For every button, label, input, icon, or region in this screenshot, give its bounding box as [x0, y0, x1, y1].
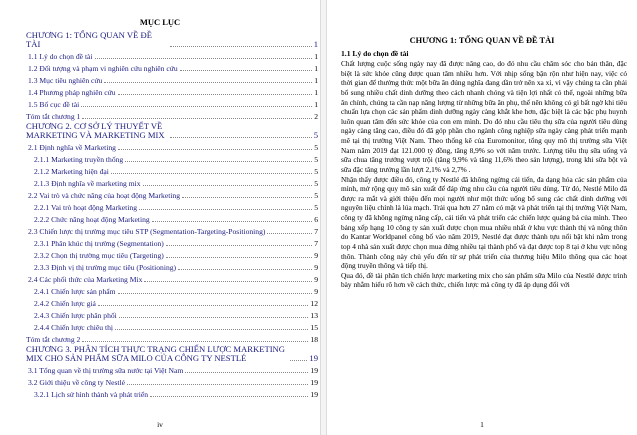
toc-entry-label: 1.4 Phương pháp nghiên cứu — [28, 88, 116, 97]
toc-entry-label: CHƯƠNG 3. PHÂN TÍCH THỰC TRẠNG CHIẾN LƯỢC MARKETING MIX CHO SẢN PHẨM SỮA MILO CỦA CÔNG TY NESTLÉ — [26, 344, 285, 363]
toc-entry[interactable] — [26, 299, 318, 308]
toc-leader — [118, 94, 313, 95]
toc-leader — [125, 161, 312, 162]
toc-entry-label: CHƯƠNG 2. CƠ SỞ LÝ THUYẾT VỀ MARKETING VÀ MARKETING MIX — [26, 121, 165, 140]
toc-entry-page: 1 — [314, 52, 318, 61]
toc-entry-page: 1 — [314, 88, 318, 97]
toc-entry-page: 1 — [313, 39, 319, 49]
toc-entry-page: 2 — [314, 112, 318, 121]
toc-leader — [150, 396, 308, 397]
toc-entry-label: 2.2.1 Vai trò hoạt động Marketing — [34, 203, 137, 212]
toc-entry-page: 19 — [310, 366, 318, 375]
toc-entry-label: 2.3.3 Định vị thị trường mục tiêu (Positioning) — [34, 263, 177, 272]
page-number: 1 — [480, 420, 484, 429]
toc-entry-label: 2.2 Vai trò và chức năng của hoạt động Marketing — [28, 191, 181, 200]
body-text — [341, 59, 627, 290]
toc-entry[interactable] — [26, 345, 318, 363]
toc-entry[interactable] — [26, 275, 318, 284]
toc-entry-page: 5 — [314, 179, 318, 188]
page-gutter — [320, 0, 327, 435]
toc-leader — [144, 281, 312, 282]
toc-leader — [118, 149, 312, 150]
toc-entry-label: Tóm tắt chương 1 — [26, 112, 81, 121]
toc-entry-page: 19 — [310, 390, 318, 399]
toc-leader — [170, 46, 312, 47]
toc-entry[interactable] — [26, 76, 318, 85]
toc-entry[interactable] — [26, 390, 318, 399]
toc-entry[interactable] — [26, 323, 318, 332]
toc-leader — [143, 185, 313, 186]
toc-entry-page: 12 — [310, 299, 318, 308]
toc-leader — [170, 137, 312, 138]
paragraph: Qua đó, đề tài phân tích chiến lược marketing mix cho sản phẩm sữa Milo của Nestlé được trình bày nhằm hiểu rõ hơn về cách thức, chiến lược mà công ty đã áp dụng đối với — [341, 270, 627, 290]
toc-entry-label: 1.3 Mục tiêu nghiên cứu — [28, 76, 103, 85]
toc-leader — [267, 233, 312, 234]
toc-leader — [82, 341, 308, 342]
paragraph: Nhận thấy được điều đó, công ty Nestlé đã không ngừng cải tiến, đa dạng hóa các sản phẩm của mình, mở rộng quy mô sản xuất để đáp ứng nhu cầu của người tiêu dùng. Từ đó, Nestlé Milo đã được ra mắt và giới thiệu đến mọi người như một thức uống bổ sung các chất dinh dưỡng với nguyên liệu chính là lúa mạch. Trải qua hơn 27 năm có mặt và phát triển tại thị trường Việt Nam, công ty đã không ngừng nâng cấp, cải tiến và phát triển các chiến lược quảng bá của mình. Theo bảng xếp hạng 10 công ty sản xuất được chọn mua nhiều nhất ở khu vực thành thị và nông thôn do Kantar Worldpanel công bố vào năm 2019, Nestlé đạt được thành tựu nổi bật khi nằm trong top 4 nhà sản xuất được chọn mua đứng nhiều tại thành phố và đạt được top 8 tại ở khu vực nông thôn. Thành công này chủ yếu đến từ sự phát triển của thương hiệu Milo thông qua các hoạt động truyền thông và tiếp thị. — [341, 174, 627, 271]
toc-entry[interactable] — [26, 100, 318, 109]
toc-entry-label: 2.4 Các phối thức của Marketing Mix — [28, 275, 143, 284]
toc-entry-label: 2.4.1 Chiến lược sản phẩm — [34, 287, 116, 296]
toc-entry[interactable] — [26, 191, 318, 200]
toc-leader — [166, 245, 312, 246]
toc-entry-page: 5 — [313, 130, 319, 140]
toc-entry-page: 13 — [310, 311, 318, 320]
toc-list — [26, 30, 318, 399]
toc-entry-label: 2.4.3 Chiến lược phân phối — [34, 311, 117, 320]
toc-entry-page: 6 — [314, 215, 318, 224]
toc-leader — [180, 70, 313, 71]
toc-entry-label: 2.1 Định nghĩa về Marketing — [28, 143, 116, 152]
toc-entry[interactable] — [26, 311, 318, 320]
toc-entry[interactable] — [26, 31, 318, 49]
toc-entry-label: 1.2 Đối tượng và phạm vi nghiên cứu nghiên cứu — [28, 64, 178, 73]
toc-leader — [82, 118, 312, 119]
toc-entry-page: 9 — [314, 263, 318, 272]
toc-leader — [127, 384, 308, 385]
toc-entry-page: 7 — [314, 227, 318, 236]
toc-leader — [182, 197, 312, 198]
chapter-title: CHƯƠNG 1: TỔNG QUAN VỀ ĐỀ TÀI — [409, 36, 555, 45]
toc-leader — [111, 173, 312, 174]
section-title: 1.1 Lý do chọn đề tài — [341, 49, 409, 58]
toc-leader — [98, 305, 308, 306]
toc-leader — [104, 82, 312, 83]
toc-entry-label: 2.2.2 Chức năng hoạt động Marketing — [34, 215, 150, 224]
toc-leader — [139, 209, 312, 210]
toc-entry[interactable] — [26, 378, 318, 387]
toc-leader — [178, 269, 312, 270]
toc-entry-page: 5 — [314, 191, 318, 200]
toc-entry[interactable] — [26, 112, 318, 121]
toc-entry-page: 19 — [310, 378, 318, 387]
toc-entry-page: 5 — [314, 167, 318, 176]
toc-entry[interactable] — [26, 179, 318, 188]
toc-entry[interactable] — [26, 88, 318, 97]
toc-entry-page: 5 — [314, 155, 318, 164]
paragraph: Chất lượng cuộc sống ngày nay đã được nâng cao, do đó nhu cầu chăm sóc cho bản thân, đặc biệt là sức khỏe cũng được quan tâm nhiều hơn. Với nhịp sống bận rộn như hiện nay, việc có thời gian để thưởng thức một bữa ăn đúng nghĩa đang dần trở nên xa xỉ, vì vậy chúng ta cần phải bổ sung nhiều chất dinh dưỡng theo cách nhanh chóng và tiện lợi nhất có thể, ngoài những bữa ăn chính, chúng ta cần nạp năng lượng từ những bữa ăn phụ, thế nên không có gì bất ngờ khi tiêu chuẩn lựa chọn các sản phẩm dinh dưỡng ngày càng khắt khe hơn, đặc biệt là các bậc phụ huynh luôn quan tâm đến sức khỏe của con em mình. Do đó nhu cầu tiêu thụ sữa của người tiêu dùng ngày càng tăng cao, điều đó đã góp phần cho ngành công nghiệp sữa ngày càng phát triển mạnh mẽ tại thị trường Việt Nam. Theo thống kê của Euromonitor, tổng quy mô thị trường sữa Việt Nam năm 2019 đạt 121.000 tỷ đồng, tăng 8,9% so với năm trước. Lượng tiêu thụ sữa uống và sữa chua tăng trưởng vượt trội (tăng 9,9% và tăng 11,6% theo sản lượng), trong khi sữa bột và sữa đặc tăng trưởng lần lượt 2,1% và 2,7% . — [341, 59, 627, 174]
toc-entry[interactable] — [26, 167, 318, 176]
toc-entry[interactable] — [26, 143, 318, 152]
toc-entry[interactable] — [26, 52, 318, 61]
toc-entry-label: 2.1.2 Marketing hiện đại — [34, 167, 109, 176]
toc-entry-label: 1.5 Bố cục đề tài — [28, 100, 80, 109]
toc-leader — [152, 221, 313, 222]
toc-entry-page: 5 — [314, 143, 318, 152]
page-number: iv — [157, 420, 163, 429]
toc-entry-label: 3.1 Tổng quan về thị trường sữa nước tại Việt Nam — [28, 366, 184, 375]
toc-entry-page: 9 — [314, 287, 318, 296]
toc-entry-label: CHƯƠNG 1: TỔNG QUAN VỀ ĐỀ TÀI — [26, 30, 152, 49]
toc-entry[interactable] — [26, 227, 318, 236]
toc-entry-label: 1.1 Lý do chọn đề tài — [28, 52, 93, 61]
toc-entry[interactable] — [26, 251, 318, 260]
content-page — [327, 0, 637, 435]
toc-entry-label: 3.2 Giới thiệu về công ty Nestlé — [28, 378, 126, 387]
toc-entry[interactable] — [26, 215, 318, 224]
toc-entry[interactable] — [26, 64, 318, 73]
toc-leader — [119, 317, 309, 318]
toc-entry-page: 1 — [314, 64, 318, 73]
toc-entry-page: 1 — [314, 76, 318, 85]
toc-entry-page: 18 — [310, 335, 318, 344]
toc-leader — [290, 360, 307, 361]
toc-entry[interactable] — [26, 122, 318, 140]
toc-leader — [95, 58, 313, 59]
toc-entry-page: 5 — [314, 203, 318, 212]
toc-entry[interactable] — [26, 263, 318, 272]
toc-entry-label: Tóm tắt chương 2 — [26, 335, 81, 344]
toc-leader — [118, 293, 313, 294]
toc-entry[interactable] — [26, 335, 318, 344]
toc-entry[interactable] — [26, 155, 318, 164]
toc-entry-page: 7 — [314, 239, 318, 248]
toc-entry-page: 1 — [314, 100, 318, 109]
toc-entry-page: 9 — [314, 251, 318, 260]
toc-entry-label: 2.1.1 Marketing truyền thống — [34, 155, 124, 164]
toc-entry[interactable] — [26, 366, 318, 375]
toc-entry-label: 2.4.2 Chiến lược giá — [34, 299, 96, 308]
toc-entry-page: 9 — [314, 275, 318, 284]
toc-leader — [115, 329, 308, 330]
toc-entry-label: 2.3 Chiến lược thị trường mục tiêu STP (Segmentation-Targeting-Positioning) — [28, 227, 266, 236]
toc-leader — [185, 372, 308, 373]
toc-entry[interactable] — [26, 287, 318, 296]
toc-entry-label: 2.3.2 Chọn thị trường mục tiêu (Targeting) — [34, 251, 164, 260]
toc-entry-page: 19 — [309, 353, 318, 363]
toc-entry-label: 3.2.1 Lịch sử hình thành và phát triển — [34, 390, 148, 399]
toc-entry-page: 15 — [310, 323, 318, 332]
toc-leader — [166, 257, 312, 258]
toc-heading: MỤC LỤC — [139, 17, 181, 27]
toc-entry[interactable] — [26, 203, 318, 212]
toc-entry-label: 2.4.4 Chiến lược chiêu thị — [34, 323, 113, 332]
toc-leader — [81, 106, 312, 107]
toc-entry[interactable] — [26, 239, 318, 248]
toc-entry-label: 2.1.3 Định nghĩa về marketing mix — [34, 179, 141, 188]
toc-entry-label: 2.3.1 Phân khúc thị trường (Segmentation) — [34, 239, 164, 248]
